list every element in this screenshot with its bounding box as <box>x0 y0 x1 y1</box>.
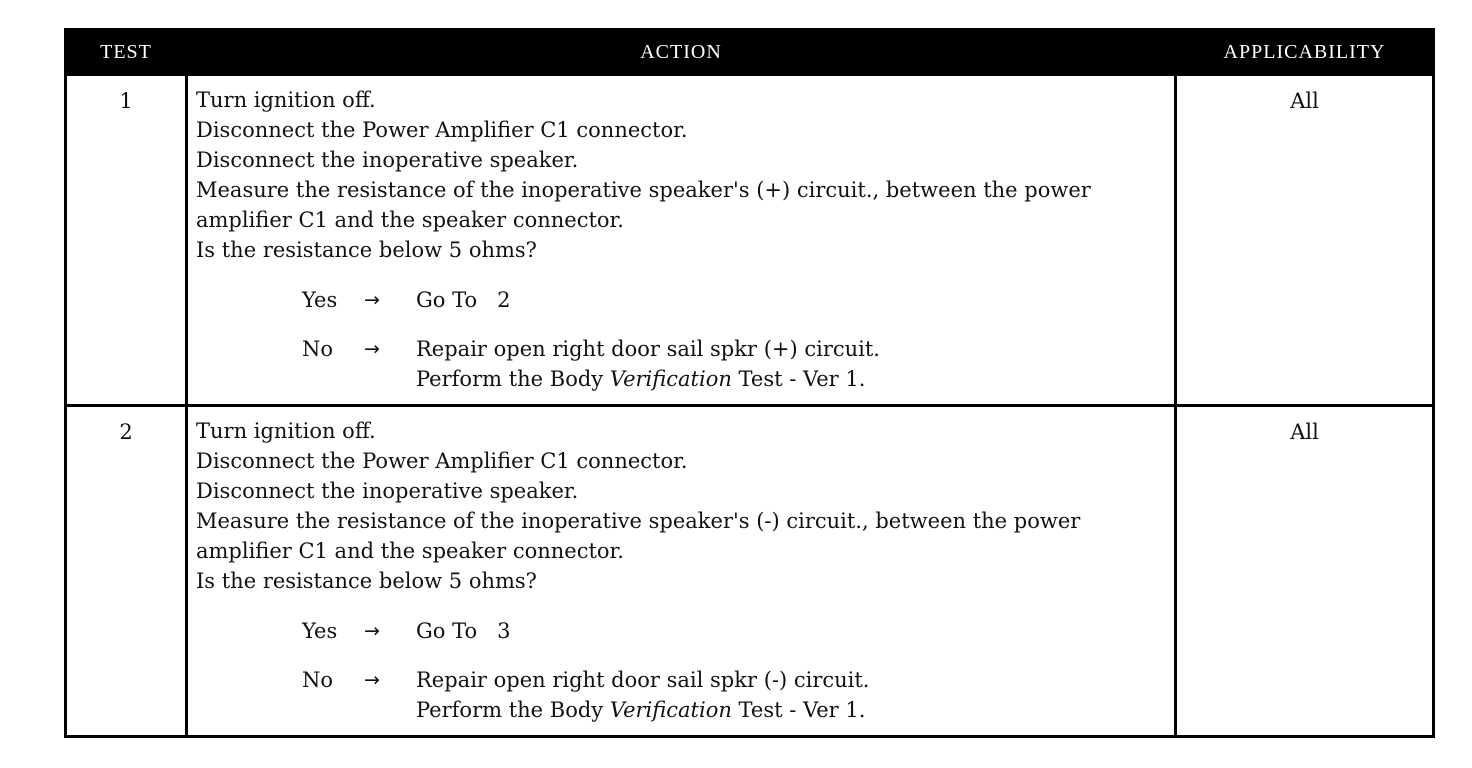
arrow-right-icon: → <box>364 289 380 311</box>
arrow-right-icon: → <box>364 338 380 360</box>
test-number: 2 <box>119 420 133 444</box>
no-text-line2-post: Test - Ver 1. <box>731 698 866 722</box>
test-number: 1 <box>119 89 133 113</box>
test-row-2 <box>66 406 1434 737</box>
arrow-right-icon: → <box>364 620 380 642</box>
no-label: No <box>302 337 334 361</box>
yes-text: Go To 2 <box>416 288 511 312</box>
no-outcome <box>302 665 1168 725</box>
no-text-line2 <box>416 695 869 725</box>
no-text-line1: Repair open right door sail spkr (-) circuit. <box>416 668 870 692</box>
no-text <box>416 334 880 394</box>
applicability-value: All <box>1290 420 1319 444</box>
no-text-line2-post: Test - Ver 1. <box>731 367 866 391</box>
action-step: Disconnect the Power Amplifier C1 connector. <box>196 118 688 142</box>
arrow-right-icon: → <box>364 669 380 691</box>
no-text-line2-em: Verification <box>609 367 732 391</box>
no-text-line2-pre: Perform the Body <box>416 367 610 391</box>
action-step: Disconnect the inoperative speaker. <box>196 479 579 503</box>
applicability-cell <box>1176 75 1434 406</box>
yes-outcome <box>302 285 1168 315</box>
yes-label: Yes <box>302 288 338 312</box>
applicability-value: All <box>1290 89 1319 113</box>
no-text <box>416 665 869 725</box>
test-row-1 <box>66 75 1434 406</box>
no-text-line2-pre: Perform the Body <box>416 698 610 722</box>
yes-text: Go To 3 <box>416 619 511 643</box>
action-step: amplifier C1 and the speaker connector. <box>196 539 624 563</box>
action-step: Measure the resistance of the inoperative speaker's (+) circuit., between the power <box>196 178 1091 202</box>
no-text-line2-em: Verification <box>609 698 732 722</box>
header-test: TEST <box>66 30 187 75</box>
no-text-line1: Repair open right door sail spkr (+) circuit. <box>416 337 880 361</box>
action-cell <box>187 75 1176 406</box>
no-text-line2 <box>416 364 880 394</box>
action-step: Measure the resistance of the inoperative speaker's (-) circuit., between the power <box>196 509 1081 533</box>
action-step: Turn ignition off. <box>196 88 376 112</box>
test-number-cell <box>66 75 187 406</box>
action-step: Is the resistance below 5 ohms? <box>196 238 537 262</box>
action-step: Disconnect the Power Amplifier C1 connector. <box>196 449 688 473</box>
header-applicability: APPLICABILITY <box>1176 30 1434 75</box>
no-label: No <box>302 668 334 692</box>
action-cell <box>187 406 1176 737</box>
action-step: Turn ignition off. <box>196 419 376 443</box>
header-row <box>66 30 1434 75</box>
yes-label: Yes <box>302 619 338 643</box>
action-step: amplifier C1 and the speaker connector. <box>196 208 624 232</box>
no-outcome <box>302 334 1168 394</box>
yes-outcome <box>302 616 1168 646</box>
header-action: ACTION <box>187 30 1176 75</box>
applicability-cell <box>1176 406 1434 737</box>
action-step: Is the resistance below 5 ohms? <box>196 569 537 593</box>
action-step: Disconnect the inoperative speaker. <box>196 148 579 172</box>
diagnostic-table <box>64 28 1435 738</box>
test-number-cell <box>66 406 187 737</box>
